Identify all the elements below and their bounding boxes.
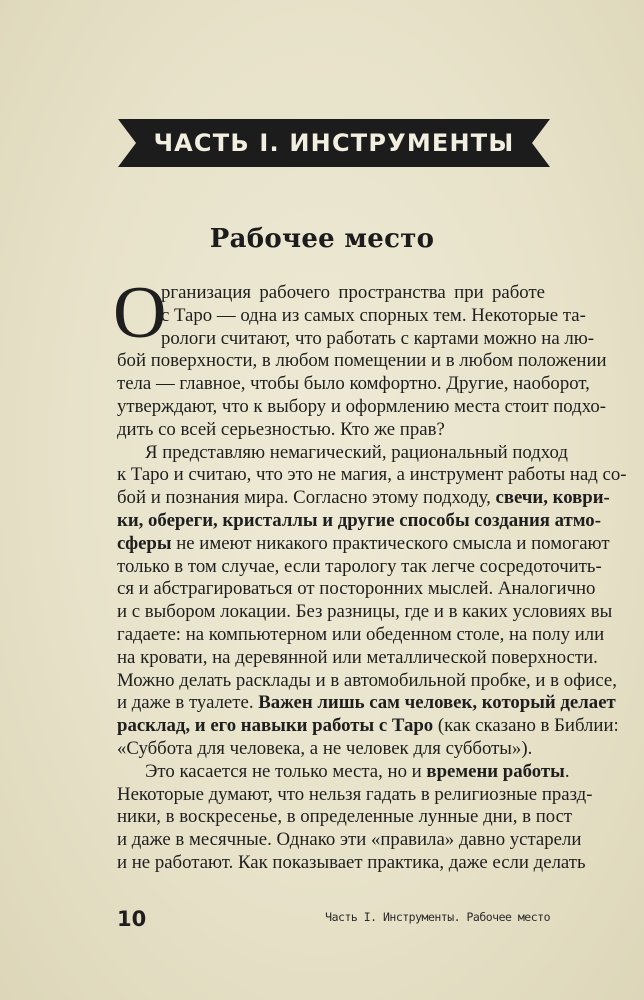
text-run: только в том случае, если тарологу так легче сосредоточить- [117, 555, 602, 577]
text-line [117, 669, 617, 693]
text-run: с Таро — одна из самых спорных тем. Некоторые та- [161, 304, 586, 326]
text-line [117, 350, 607, 373]
text-line [117, 373, 590, 396]
text-line [117, 760, 570, 784]
text-run: утверждают, что к выбору и оформлению места стоит подхо- [117, 395, 607, 417]
body-text [113, 272, 627, 875]
text-run: и даже в туалете. [117, 692, 259, 714]
text-line [117, 692, 616, 715]
text-run: на кровати, на деревянной или металлической поверхности. [117, 646, 598, 668]
drop-cap: О [113, 272, 167, 354]
text-line [117, 715, 619, 738]
text-line [117, 738, 545, 761]
text-run: (как сказано в Библии: [433, 715, 619, 737]
part-banner [118, 119, 550, 167]
text-line [117, 806, 573, 829]
text-line [117, 441, 568, 465]
page-heading: Рабочее место [209, 224, 435, 254]
text-line [117, 532, 610, 556]
text-run: дить со всей серьезностью. Кто же прав? [117, 418, 445, 440]
text-line [161, 282, 545, 305]
text-line [117, 851, 586, 875]
bold-text-run: Важен лишь сам человек, который делает [258, 692, 616, 714]
text-run: гадаете: на компьютерном или обеденном столе, на полу или [117, 623, 605, 645]
text-run: «Суббота для человека, а не человек для субботы»). [117, 737, 533, 759]
text-line [161, 304, 586, 328]
text-run: ся и абстрагироваться от посторонних мыслей. Аналогично [117, 578, 596, 600]
text-run: к Таро и считаю, что это не магия, а инструмент работы над со- [117, 464, 627, 486]
bold-text-run: свечи, коври- [495, 487, 610, 509]
running-head: Часть I. Инструменты. Рабочее место [325, 910, 550, 924]
banner-title: ЧАСТЬ I. ИНСТРУМЕНТЫ [153, 129, 515, 157]
text-line [117, 646, 598, 670]
text-line [117, 623, 605, 647]
text-line [117, 464, 627, 487]
text-line [117, 783, 593, 807]
text-run: не имеют никакого практического смысла и помогают [171, 532, 610, 554]
page-number: 10 [117, 907, 147, 931]
bold-text-run: сферы [117, 532, 172, 554]
text-line [161, 327, 595, 351]
text-run: и даже в месячные. Однако эти «правила» давно устарели [117, 829, 582, 851]
text-line [117, 601, 613, 624]
text-run: Можно делать расклады и в автомобильной пробке, и в офисе, [117, 669, 617, 691]
bold-text-run: ки, обереги, кристаллы и другие способы создания атмо- [117, 509, 601, 531]
text-run: тела — главное, чтобы было комфортно. Другие, наоборот, [117, 373, 590, 395]
text-line [117, 829, 582, 852]
text-run: Некоторые думают, что нельзя гадать в религиозные празд- [117, 783, 593, 805]
text-run: ники, в воскресенье, в определенные лунные дни, в пост [117, 806, 573, 828]
text-run: и не работают. Как показывает практика, даже если делать [117, 851, 586, 873]
text-line [117, 555, 602, 579]
text-run: бой и познания мира. Согласно этому подходу, [117, 487, 496, 509]
text-line [117, 419, 545, 442]
text-run: и с выбором локации. Без разницы, где и в каких условиях вы [117, 601, 613, 623]
text-run: рологи считают, что работать с картами можно на лю- [161, 327, 595, 349]
text-line [117, 509, 601, 533]
text-line [117, 578, 596, 601]
text-run: Это касается не только места, но и [145, 760, 427, 782]
text-line [117, 487, 610, 510]
text-run: бой поверхности, в любом помещении и в любом положении [117, 350, 607, 372]
text-run: Я представляю немагический, рациональный подход [145, 441, 568, 463]
text-line [117, 395, 607, 419]
bold-text-run: расклад, и его навыки работы с Таро [117, 715, 434, 737]
text-run: . [564, 760, 570, 782]
bold-text-run: времени работы [426, 760, 565, 782]
text-run: рганизация рабочего пространства при работе [161, 282, 545, 303]
